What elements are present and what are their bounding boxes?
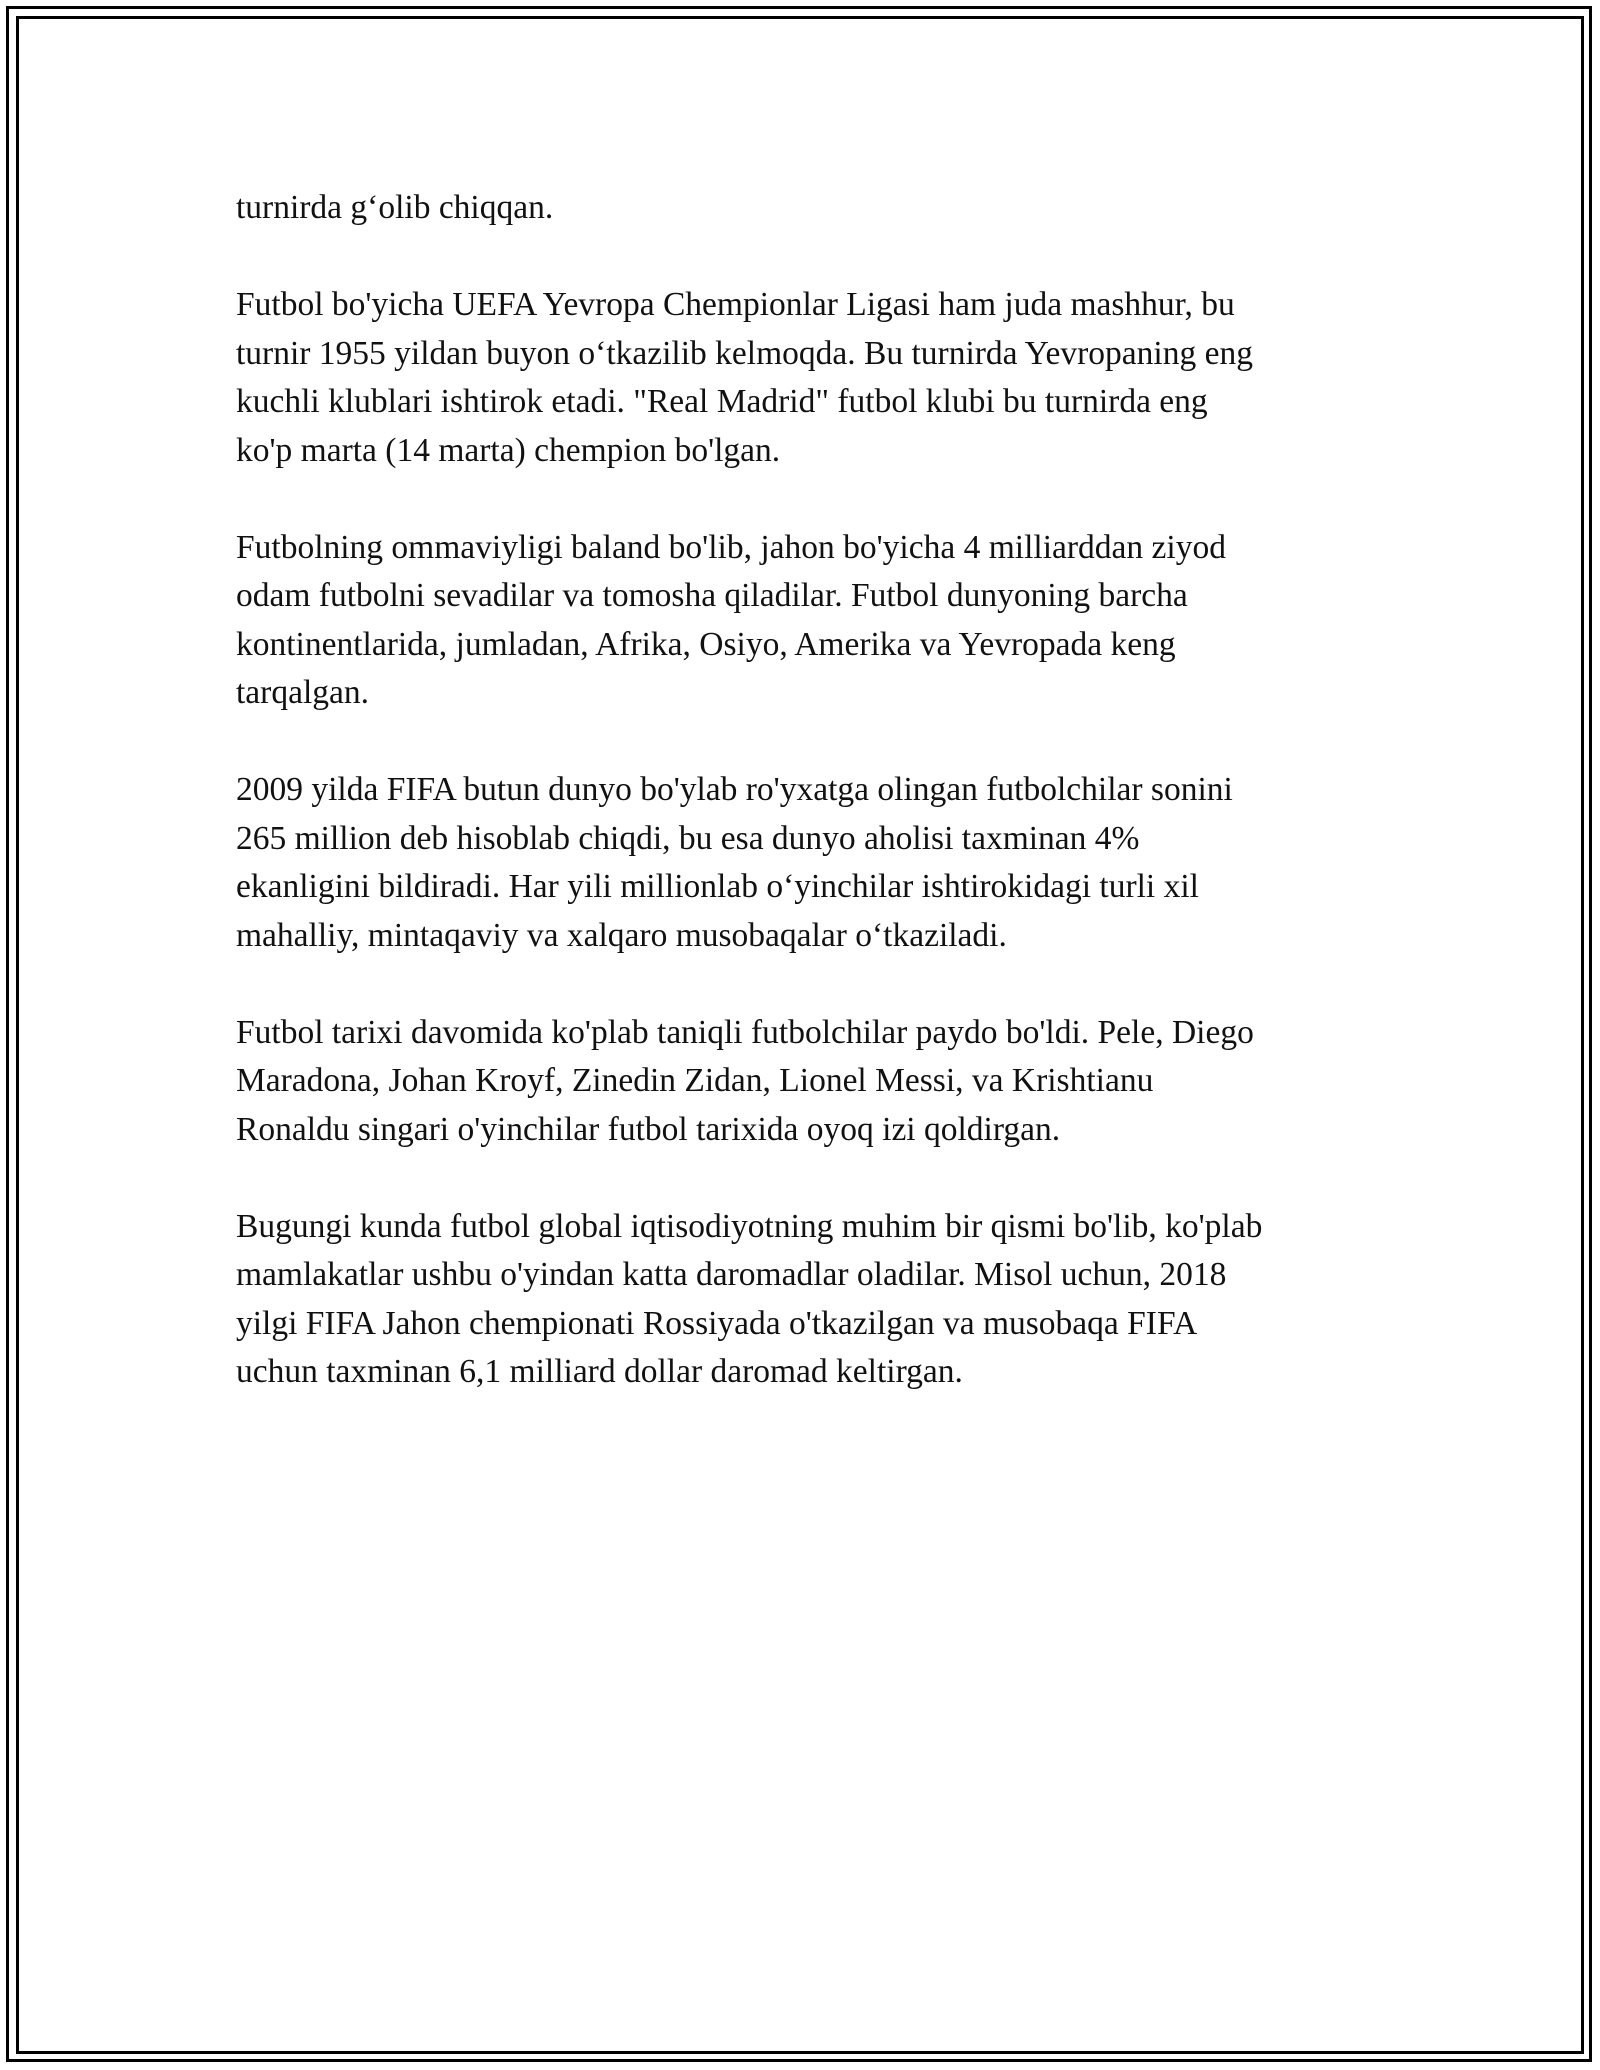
paragraph-line: Futbol tarixi davomida ko'plab taniqli futbolchilar paydo bo'ldi. Pele, Diego [236,1013,1254,1051]
paragraph-line: Bugungi kunda futbol global iqtisodiyotning muhim bir qismi bo'lib, ko'plab [236,1207,1263,1245]
paragraph-line: tarqalgan. [236,674,370,711]
paragraph-famous-players [236,1009,1396,1155]
paragraph-line: turnirda g‘olib chiqqan. [236,189,554,226]
paragraph-economy [236,1203,1396,1397]
paragraph-popularity [236,524,1396,718]
paragraph-line: uchun taxminan 6,1 milliard dollar daromad keltirgan. [236,1353,963,1390]
paragraph-fifa-statistics [236,766,1396,960]
paragraph-line: kontinentlarida, jumladan, Afrika, Osiyo, Amerika va Yevropada keng [236,625,1176,663]
paragraph-champions-league [236,281,1396,475]
paragraph-line: Futbolning ommaviyligi baland bo'lib, jahon bo'yicha 4 milliarddan ziyod [236,528,1226,566]
paragraph-line: kuchli klublari ishtirok etadi. "Real Madrid" futbol klubi bu turnirda eng [236,383,1208,420]
paragraph-line: turnir 1955 yildan buyon o‘tkazilib kelmoqda. Bu turnirda Yevropaning eng [236,334,1253,372]
paragraph-line: mamlakatlar ushbu o'yindan katta daromadlar oladilar. Misol uchun, 2018 [236,1256,1227,1293]
paragraph-line: ekanligini bildiradi. Har yili millionlab o‘yinchilar ishtirokidagi turli xil [236,868,1199,905]
paragraph-line: Futbol bo'yicha UEFA Yevropa Chempionlar Ligasi ham juda mashhur, bu [236,286,1235,323]
paragraph-line: odam futbolni sevadilar va tomosha qiladilar. Futbol dunyoning barcha [236,577,1188,614]
paragraph-line: 265 million deb hisoblab chiqdi, bu esa dunyo aholisi taxminan 4% [236,819,1140,857]
paragraph-continuation [236,184,1396,233]
paragraph-line: Maradona, Johan Kroyf, Zinedin Zidan, Lionel Messi, va Krishtianu [236,1062,1154,1099]
paragraph-line: Ronaldu singari o'yinchilar futbol tarixida oyoq izi qoldirgan. [236,1110,1061,1148]
paragraph-line: mahalliy, mintaqaviy va xalqaro musobaqalar o‘tkaziladi. [236,916,1007,954]
paragraph-line: 2009 yilda FIFA butun dunyo bo'ylab ro'yxatga olingan futbolchilar sonini [236,771,1233,808]
document-body [236,184,1396,1445]
paragraph-line: ko'p marta (14 marta) chempion bo'lgan. [236,431,781,469]
paragraph-line: yilgi FIFA Jahon chempionati Rossiyada o'tkazilgan va musobaqa FIFA [236,1304,1198,1342]
